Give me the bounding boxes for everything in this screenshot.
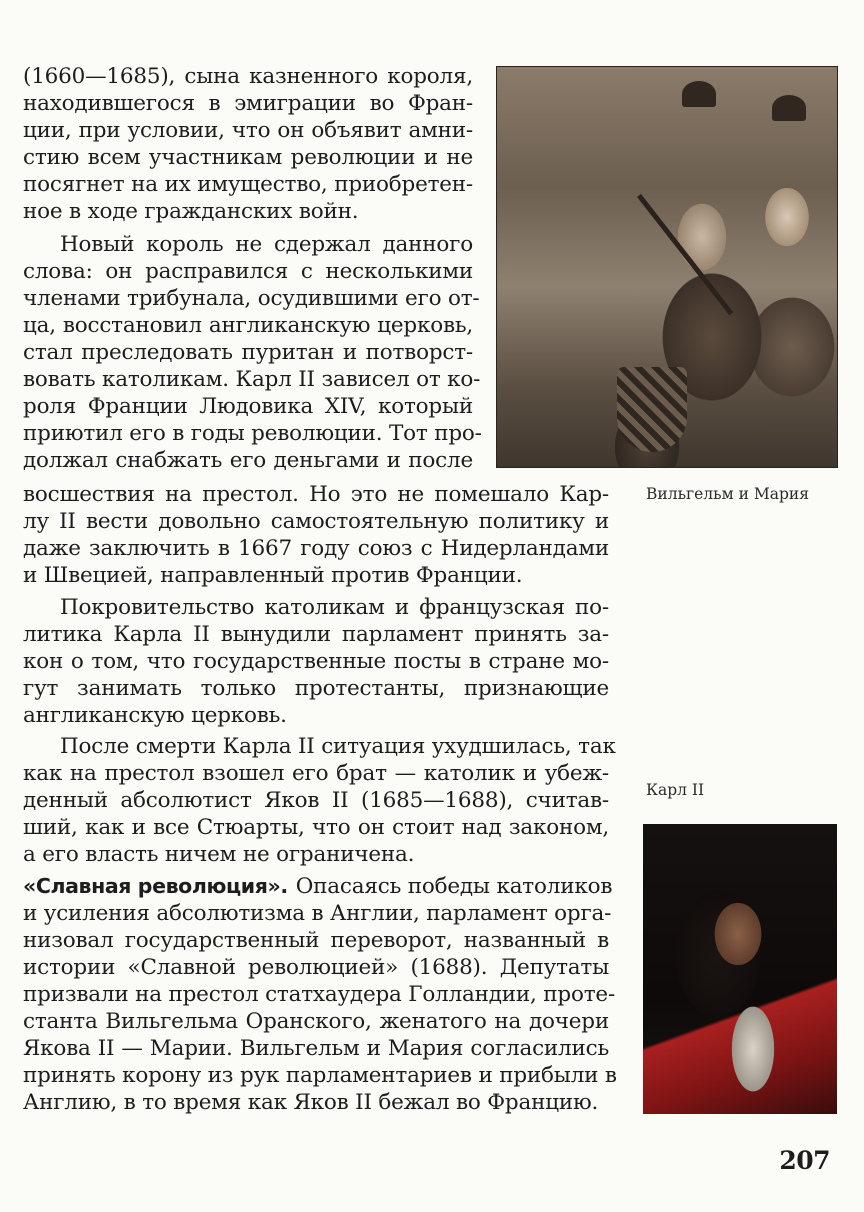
text-line: Опасаясь победы католиков xyxy=(295,874,613,899)
text-line: принять корону из рук парламентариев и прибыли в xyxy=(23,1063,617,1088)
text-line: роля Франции Людовика XIV, который xyxy=(23,394,473,419)
engraving-william-and-mary-image xyxy=(496,66,838,468)
text-line: восшествия на престол. Но это не помешало Кар- xyxy=(23,482,609,507)
text-line: низовал государственный переворот, названный в xyxy=(23,928,609,953)
portrait-charles-ii-image xyxy=(643,824,837,1114)
text-line: а его власть ничем не ограничена. xyxy=(23,842,415,867)
text-line: ца, восстановил англиканскую церковь, xyxy=(23,313,473,338)
text-line: После смерти Карла II ситуация ухудшилась, так xyxy=(60,734,616,759)
text-line: кон о том, что государственные посты в стране мо- xyxy=(23,649,609,674)
text-line: должал снабжать его деньгами и после xyxy=(23,448,473,473)
text-line: даже заключить в 1667 году союз с Нидерландами xyxy=(23,536,609,561)
text-line: ции, при условии, что он объявит амни- xyxy=(23,118,473,143)
text-line: ший, как и все Стюарты, что он стоит над законом, xyxy=(23,815,609,840)
text-line: как на престол взошел его брат — католик и убеж- xyxy=(23,761,609,786)
text-line: англиканскую церковь. xyxy=(23,703,287,728)
text-line: Новый король не сдержал данного xyxy=(60,232,473,257)
caption-william-and-mary: Вильгельм и Мария xyxy=(646,485,809,503)
text-line: гут занимать только протестанты, признающие xyxy=(23,676,609,701)
scepter-icon xyxy=(637,194,733,315)
text-line: находившегося в эмиграции во Фран- xyxy=(23,91,473,116)
text-line: литика Карла II вынудили парламент принять за- xyxy=(23,622,609,647)
text-line: истории «Славной революцией» (1688). Депутаты xyxy=(23,955,609,980)
text-line: ное в ходе гражданских войн. xyxy=(23,199,359,224)
section-heading: «Славная революция». xyxy=(23,874,288,898)
text-line: станта Вильгельма Оранского, женатого на дочери xyxy=(23,1009,609,1034)
text-line: Англию, в то время как Яков II бежал во Францию. xyxy=(23,1090,599,1115)
text-line: Якова II — Марии. Вильгельм и Мария согласились xyxy=(23,1036,609,1061)
text-line: членами трибунала, осудившими его от- xyxy=(23,286,480,311)
text-line: лу II вести довольно самостоятельную политику и xyxy=(23,509,609,534)
text-line: приютил его в годы революции. Тот про- xyxy=(23,421,482,446)
text-line: и усиления абсолютизма в Англии, парламент орга- xyxy=(23,901,612,926)
text-line: стал преследовать пуритан и потворст- xyxy=(23,340,473,365)
crown-icon xyxy=(772,95,806,121)
text-line: слова: он расправился с несколькими xyxy=(23,259,473,284)
page-number: 207 xyxy=(779,1146,830,1175)
coat-of-arms-icon xyxy=(617,367,687,452)
text-line: (1660—1685), сына казненного короля, xyxy=(23,64,473,89)
text-line: и Швецией, направленный против Франции. xyxy=(23,563,523,588)
crown-icon xyxy=(682,81,716,107)
text-line: призвали на престол статхаудера Голландии, проте- xyxy=(23,982,616,1007)
text-line: посягнет на их имущество, приобретен- xyxy=(23,172,473,197)
text-line: Покровительство католикам и французская по- xyxy=(60,595,609,620)
text-line: вовать католикам. Карл II зависел от ко- xyxy=(23,367,481,392)
text-line: денный абсолютист Яков II (1685—1688), считав- xyxy=(23,788,609,813)
caption-charles-ii: Карл II xyxy=(646,781,705,799)
text-line: стию всем участникам революции и не xyxy=(23,145,473,170)
section-heading-line xyxy=(23,873,613,900)
